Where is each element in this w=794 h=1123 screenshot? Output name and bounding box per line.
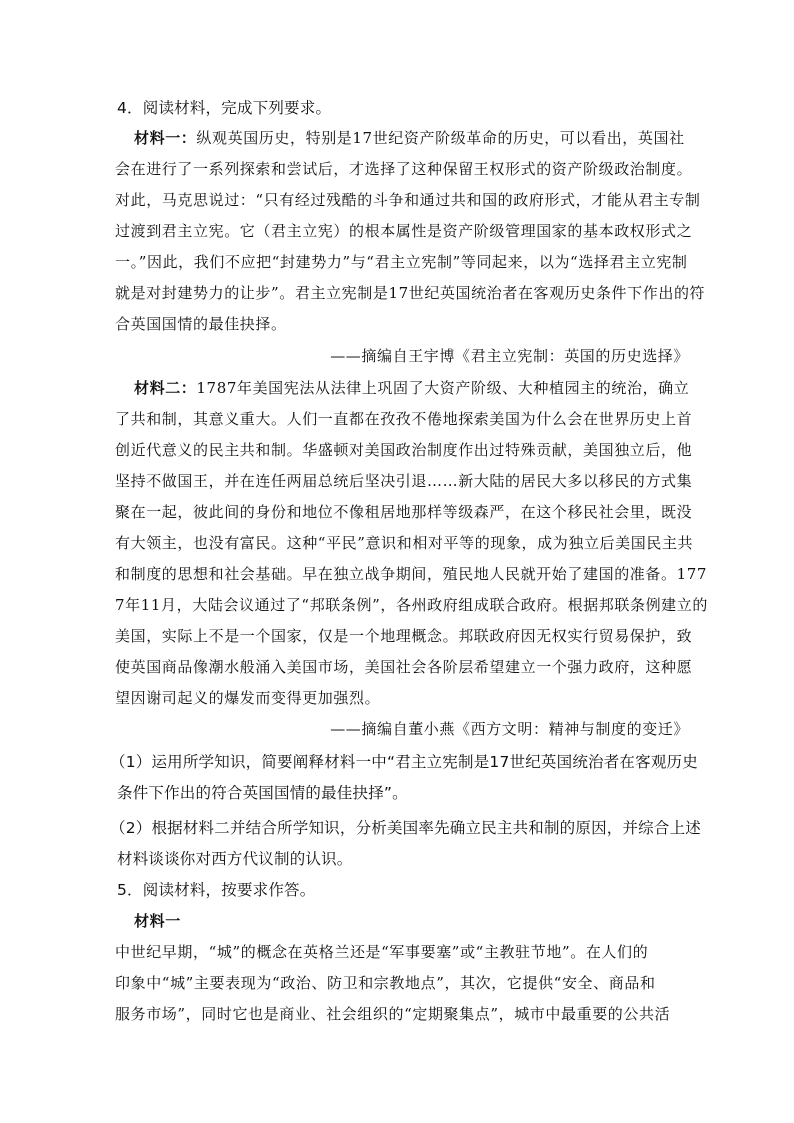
q5-line-2: 服务市场”，同时它也是商业、社会组织的“定期聚集点”，城市中最重要的公共活 — [115, 1005, 671, 1023]
q4-m1-label: 材料一： — [134, 129, 197, 147]
q5-line-0: 中世纪早期，“城”的概念在英格兰还是“军事要塞”或“主教驻节地”。在人们的 — [115, 943, 649, 961]
q4-m2-line-9: 使英国商品像潮水般涌入美国市场，美国社会各阶层希望建立一个强力政府，这种愿 — [115, 658, 693, 676]
q4-m1-text-0: 纵观英国历史，特别是17世纪资产阶级革命的历史，可以看出，英国社 — [196, 129, 685, 147]
q4-m2-line-3: 坚持不做国王，并在连任两届总统后坚决引退……新大陆的居民大多以移民的方式集 — [115, 472, 693, 490]
q4-m2-line-7: 7年11月，大陆会议通过了“邦联条例”，各州政府组成联合政府。根据邦联条例建立的 — [115, 596, 708, 614]
q4-m2-line-10: 望因谢司起义的爆发而变得更加强烈。 — [115, 689, 381, 707]
q4-m2-line-2: 创近代意义的民主共和制。华盛顿对美国政治制度作出过特殊贡献，美国独立后，他 — [115, 441, 693, 459]
q4-question-1b: 条件下作出的符合英国国情的最佳抉择”。 — [117, 784, 408, 802]
q4-m1-line-3: 过渡到君主立宪。它（君主立宪）的根本属性是资产阶级管理国家的基本政权形式之 — [115, 222, 693, 240]
q4-m2-line-5: 有大领主，也没有富民。这种“平民”意识和相对平等的现象，成为独立后美国民主共 — [115, 534, 694, 552]
q4-m2-line-6: 和制度的思想和社会基础。早在独立战争期间，殖民地人民就开始了建国的准备。177 — [115, 565, 708, 583]
q4-m1-line-2: 对此，马克思说过：“只有经过残酷的斗争和通过共和国的政府形式，才能从君主专制 — [115, 191, 701, 209]
q4-question-1a: （1）运用所学知识，简要阐释材料一中“君主立宪制是17世纪英国统治者在客观历史 — [110, 753, 698, 771]
q4-m2-text-0: 1787年美国宪法从法律上巩固了大资产阶级、大种植园主的统治，确立 — [196, 379, 690, 397]
q4-m2-line-0 — [134, 377, 714, 398]
q4-m2-source: ——摘编自董小燕《西方文明：精神与制度的变迁》 — [330, 720, 689, 738]
q4-m2-line-1: 了共和制，其意义重大。人们一直都在孜孜不倦地探索美国为什么会在世界历史上首 — [115, 410, 693, 428]
q5-line-1: 印象中“城”主要表现为“政治、防卫和宗教地点”，其次，它提供“安全、商品和 — [115, 974, 656, 992]
q5-m1-label: 材料一 — [134, 912, 181, 930]
q4-m1-line-5: 就是对封建势力的让步”。君主立宪制是17世纪英国统治者在客观历史条件下作出的符 — [115, 284, 706, 302]
q4-m1-line-1: 会在进行了一系列探索和尝试后，才选择了这种保留王权形式的资产阶级政治制度。 — [115, 160, 693, 178]
q4-m1-line-6: 合英国国情的最佳抉择。 — [115, 315, 287, 333]
q4-m1-source: ——摘编自王宇博《君主立宪制：英国的历史选择》 — [330, 347, 689, 365]
q4-m2-line-4: 聚在一起，彼此间的身份和地位不像租居地那样等级森严，在这个移民社会里，既没 — [115, 503, 693, 521]
q4-heading: 4．阅读材料，完成下列要求。 — [117, 99, 332, 117]
q4-m2-line-8: 美国，实际上不是一个国家，仅是一个地理概念。邦联政府因无权实行贸易保护，致 — [115, 627, 693, 645]
q4-m1-line-4: 一。”因此，我们不应把“封建势力”与“君主立宪制”等同起来，以为“选择君主立宪制 — [115, 253, 688, 271]
q4-m1-line-0 — [134, 127, 714, 148]
q4-m2-label: 材料二： — [134, 379, 197, 397]
q5-heading: 5．阅读材料，按要求作答。 — [117, 881, 316, 899]
q4-question-2b: 材料谈谈你对西方代议制的认识。 — [117, 850, 353, 868]
q4-question-2a: （2）根据材料二并结合所学知识，分析美国率先确立民主共和制的原因，并综合上述 — [110, 819, 701, 837]
